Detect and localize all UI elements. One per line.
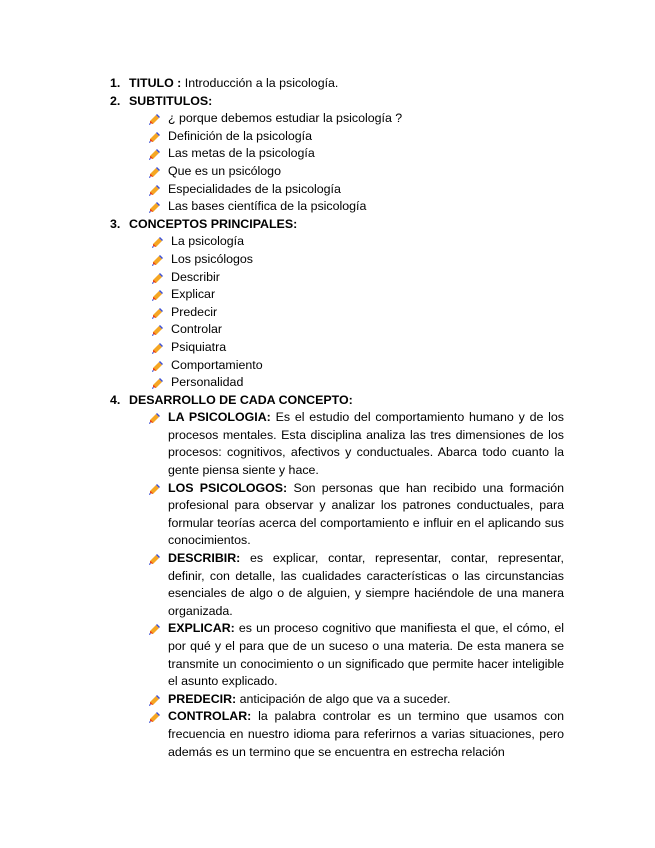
concept-term: LA PSICOLOGIA:	[168, 410, 271, 425]
list-item	[110, 251, 570, 269]
pencil-bullet-icon	[152, 360, 163, 371]
list-item-text: Las bases científica de la psicología	[168, 199, 367, 214]
section-heading	[129, 75, 570, 93]
section-heading	[129, 392, 570, 410]
section-label: CONCEPTOS PRINCIPALES:	[129, 216, 298, 231]
section-conceptos	[110, 216, 570, 234]
list-item-text: Psiquiatra	[171, 339, 227, 354]
list-item	[110, 357, 570, 375]
section-heading	[129, 93, 570, 111]
list-item	[110, 145, 570, 163]
pencil-bullet-icon	[149, 201, 160, 212]
concept-text: es un proceso cognitivo que manifiesta el que, el cómo, el por qué y el para que de un suceso o una materia. De esta manera se transmite un conocimiento o un significado que permite hacer inteligible el asunto explicado.	[168, 621, 564, 689]
pencil-bullet-icon	[149, 412, 160, 423]
pencil-bullet-icon	[149, 166, 160, 177]
concept-paragraph	[110, 620, 564, 690]
pencil-bullet-icon	[149, 694, 160, 705]
list-item-text: Describir	[171, 269, 220, 284]
concept-term: EXPLICAR:	[168, 621, 235, 636]
pencil-bullet-icon	[152, 289, 163, 300]
section-number: 2.	[110, 93, 121, 108]
list-item-text: Comportamiento	[171, 357, 263, 372]
pencil-bullet-icon	[152, 377, 163, 388]
section-label: SUBTITULOS:	[129, 93, 213, 108]
pencil-bullet-icon	[152, 272, 163, 283]
section-number: 3.	[110, 216, 121, 231]
list-item-text: Controlar	[171, 322, 222, 337]
concept-text: anticipación de algo que va a suceder.	[236, 691, 451, 706]
concept-text: Es el estudio del comportamiento humano y de los procesos mentales. Esta disciplina analiza las tres dimensiones de los procesos: cognitivos, afectivos y conductuales. Abarca todo cuanto la gente piensa siente y hace.	[168, 410, 564, 478]
list-item-text: Predecir	[171, 304, 218, 319]
subtitles-list	[110, 110, 570, 216]
concept-text: es explicar, contar, representar, contar, representar, definir, con detalle, las cualidades características o las circunstancias esenciales de algo o de alguien, y siempre haciéndole de una manera organizada.	[168, 551, 564, 618]
concept-paragraph	[110, 409, 564, 479]
pencil-bullet-icon	[149, 711, 160, 722]
pencil-bullet-icon	[152, 236, 163, 247]
development-list	[110, 409, 570, 761]
pencil-bullet-icon	[149, 131, 160, 142]
list-item-text: La psicología	[171, 234, 245, 249]
concept-term: DESCRIBIR:	[168, 551, 241, 566]
concept-paragraph	[110, 691, 564, 709]
list-item	[110, 339, 570, 357]
concepts-list	[110, 233, 570, 391]
list-item-text: Especialidades de la psicología	[168, 181, 341, 196]
list-item-text: ¿ porque debemos estudiar la psicología ?	[168, 111, 403, 126]
section-subtitulos	[110, 93, 570, 111]
list-item-text: Los psicólogos	[171, 251, 253, 266]
pencil-bullet-icon	[149, 184, 160, 195]
list-item	[110, 269, 570, 287]
pencil-bullet-icon	[149, 483, 160, 494]
concept-text: la palabra controlar es un termino que usamos con frecuencia en nuestro idioma para referirnos a varias situaciones, pero además es un termino que se encuentra en estrecha relación	[168, 709, 564, 759]
list-item	[110, 163, 570, 181]
pencil-bullet-icon	[149, 553, 160, 564]
list-item	[110, 128, 570, 146]
pencil-bullet-icon	[149, 623, 160, 634]
concept-term: PREDECIR:	[168, 691, 237, 706]
list-item	[110, 304, 570, 322]
list-item-text: Definición de la psicología	[168, 128, 312, 143]
list-item-text: Que es un psicólogo	[168, 163, 281, 178]
list-item-text: Las metas de la psicología	[168, 146, 315, 161]
concept-paragraph	[110, 550, 564, 620]
section-number: 4.	[110, 392, 121, 407]
section-titulo	[110, 75, 570, 93]
list-item	[110, 181, 570, 199]
pencil-bullet-icon	[152, 324, 163, 335]
concept-text: Son personas que han recibido una formación profesional para observar y analizar los patrones conductuales, para formular teorías acerca del comportamiento e influir en el aplicando sus conocimientos.	[168, 480, 564, 548]
concept-paragraph	[110, 708, 564, 761]
list-item	[110, 233, 570, 251]
list-item	[110, 374, 570, 392]
list-item-text: Explicar	[171, 287, 216, 302]
concept-term: LOS PSICOLOGOS:	[168, 480, 288, 495]
pencil-bullet-icon	[152, 307, 163, 318]
section-value: Introducción a la psicología.	[181, 76, 339, 90]
list-item	[110, 321, 570, 339]
section-label: DESARROLLO DE CADA CONCEPTO:	[129, 392, 353, 407]
concept-paragraph	[110, 480, 564, 550]
list-item	[110, 198, 570, 216]
pencil-bullet-icon	[149, 113, 160, 124]
document-content	[110, 75, 570, 761]
section-heading	[129, 216, 570, 234]
list-item	[110, 286, 570, 304]
pencil-bullet-icon	[152, 254, 163, 265]
section-label: TITULO :	[129, 76, 182, 90]
pencil-bullet-icon	[152, 342, 163, 353]
concept-term: CONTROLAR:	[168, 709, 252, 724]
pencil-bullet-icon	[149, 148, 160, 159]
section-number: 1.	[110, 76, 121, 90]
list-item	[110, 110, 570, 128]
list-item-text: Personalidad	[171, 375, 244, 390]
section-desarrollo	[110, 392, 570, 410]
